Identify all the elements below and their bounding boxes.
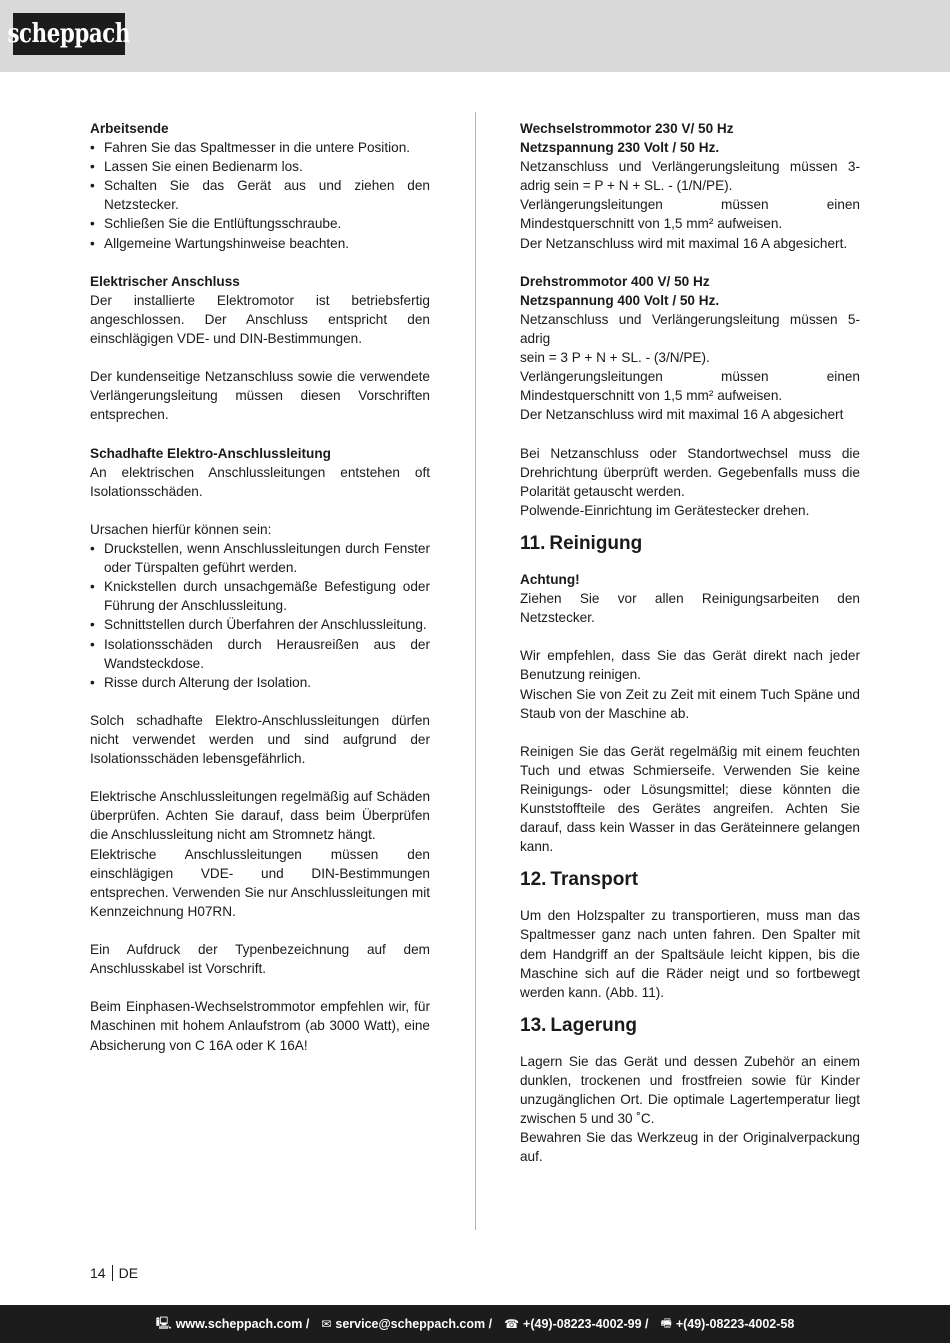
section-subheading-netzspannung-400: Netzspannung 400 Volt / 50 Hz.: [520, 292, 720, 308]
page-number-value: 14: [90, 1265, 106, 1281]
page-number-divider: [112, 1265, 113, 1281]
section-title-text: Reinigung: [549, 532, 643, 554]
arbeitsende-list: [90, 138, 430, 253]
list-item: • Schnittstellen durch Überfahren der Anschlussleitung.: [90, 615, 430, 634]
page-number: [90, 1264, 138, 1282]
section-heading-anschluss: Elektrischer Anschluss: [90, 273, 240, 289]
paragraph: Reinigen Sie das Gerät regelmäßig mit einem feuchten Tuch und etwas Schmierseife. Verwenden Sie keine Reinigungs- oder Lösungsmittel; diese könnten die Kunststoffteile des Gerätes angreifen. Achten Sie darauf, dass kein Wasser in das Geräteinnere gelangen kann.: [520, 743, 860, 855]
section-heading-drehstrom: Drehstrommotor 400 V/ 50 Hz: [520, 273, 710, 289]
list-item: • Risse durch Alterung der Isolation.: [90, 673, 430, 692]
footer-fax: +(49)-08223-4002-58: [675, 1317, 795, 1331]
footer-email[interactable]: service@scheppach.com /: [335, 1317, 493, 1331]
left-column: [90, 119, 430, 1055]
list-item: • Lassen Sie einen Bedienarm los.: [90, 157, 430, 176]
page-footer: [0, 1305, 950, 1343]
paragraph: Lagern Sie das Gerät und dessen Zubehör an einem dunklen, trockenen und frostfreien sowie für Kinder unzugänglichen Ort. Die optimale Lagertemperatur liegt zwischen 5 und 30 ˚C.: [520, 1053, 860, 1127]
paragraph: Beim Einphasen-Wechselstrommotor empfehlen wir, für Maschinen mit hohem Anlaufstrom (ab 3000 Watt), eine Absicherung von C 16A oder K 16A!: [90, 999, 430, 1053]
paragraph: Der kundenseitige Netzanschluss sowie die verwendete Verlängerungsleitung müssen diesen Vorschriften entsprechen.: [90, 369, 430, 423]
paragraph: Verlängerungsleitungen müssen einen Mindestquerschnitt von 1,5 mm² aufweisen.: [520, 197, 860, 232]
paragraph: Elektrische Anschlussleitungen regelmäßig auf Schäden überprüfen. Achten Sie darauf, dass beim Überprüfen die Anschlussleitung nicht am Stromnetz hängt.: [90, 789, 430, 843]
footer-phone: +(49)-08223-4002-99 /: [523, 1317, 649, 1331]
paragraph: Netzanschluss und Verlängerungsleitung müssen 3-adrig sein = P + N + SL. - (1/N/PE).: [520, 159, 860, 194]
paragraph: Ursachen hierfür können sein:: [90, 521, 272, 537]
paragraph: Um den Holzspalter zu transportieren, muss man das Spaltmesser ganz nach unten fahren. Den Spalter mit dem Handgriff an der Spaltsäule leicht kippen, bis die Maschine sich auf die Räder neigt und so fortbewegt werden kann. (Abb. 11).: [520, 908, 860, 1000]
paragraph: Der installierte Elektromotor ist betriebsfertig angeschlossen. Der Anschluss entspricht den einschlägigen VDE- und DIN-Bestimmungen.: [90, 292, 430, 347]
brand-logo: [7, 13, 131, 55]
section-title-lagerung: [520, 1014, 860, 1038]
paragraph: Der Netzanschluss wird mit maximal 16 A abgesichert.: [520, 235, 848, 251]
paragraph: sein = 3 P + N + SL. - (3/N/PE).: [520, 350, 710, 366]
section-title-text: Transport: [550, 869, 639, 891]
section-heading-wechselstrom: Wechselstrommotor 230 V/ 50 Hz: [520, 121, 734, 136]
page-language: DE: [118, 1265, 139, 1281]
page-header: [0, 0, 950, 72]
list-item: • Isolationsschäden durch Herausreißen aus der Wandsteckdose.: [90, 635, 430, 673]
column-divider: [475, 112, 476, 1230]
section-heading-arbeitsende: Arbeitsende: [90, 121, 169, 136]
phone-icon: ☎: [504, 1317, 520, 1331]
brand-logo-text: scheppach: [7, 19, 131, 49]
section-number: 13.: [520, 1014, 547, 1036]
email-icon: ✉: [321, 1317, 332, 1331]
list-item: • Druckstellen, wenn Anschlussleitungen durch Fenster oder Türspalten geführt werden.: [90, 539, 430, 577]
section-subheading-netzspannung-230: Netzspannung 230 Volt / 50 Hz.: [520, 140, 720, 156]
paragraph: Polwende-Einrichtung im Gerätestecker drehen.: [520, 502, 810, 518]
paragraph: Ein Aufdruck der Typenbezeichnung auf dem Anschlusskabel ist Vorschrift.: [90, 942, 430, 977]
paragraph: An elektrischen Anschlussleitungen entstehen oft Isolationsschäden.: [90, 464, 430, 499]
section-heading-schadhaft: Schadhafte Elektro-Anschlussleitung: [90, 445, 331, 461]
paragraph: Ziehen Sie vor allen Reinigungsarbeiten den Netzstecker.: [520, 591, 860, 626]
section-title-text: Lagerung: [550, 1014, 637, 1036]
paragraph: Elektrische Anschlussleitungen müssen den einschlägigen VDE- und DIN-Bestimmungen entsprechen. Verwenden Sie nur Anschlussleitungen mit Kennzeichnung H07RN.: [90, 846, 430, 919]
list-item: • Schließen Sie die Entlüftungsschraube.: [90, 214, 430, 233]
list-item: • Fahren Sie das Spaltmesser in die untere Position.: [90, 138, 430, 157]
ursachen-list: [90, 539, 430, 692]
paragraph: Netzanschluss und Verlängerungsleitung müssen 5-adrig: [520, 311, 860, 347]
footer-website[interactable]: www.scheppach.com /: [175, 1317, 310, 1331]
list-item: • Schalten Sie das Gerät aus und ziehen den Netzstecker.: [90, 176, 430, 214]
computer-icon: 🖳: [155, 1315, 172, 1330]
paragraph: Der Netzanschluss wird mit maximal 16 A abgesichert: [520, 407, 844, 423]
section-title-reinigung: [520, 532, 860, 556]
section-number: 12.: [520, 869, 547, 891]
section-title-transport: [520, 868, 860, 892]
paragraph: Solch schadhafte Elektro-Anschlussleitungen dürfen nicht verwendet werden und sind aufgrund der Isolationsschäden lebensgefährlich.: [90, 712, 430, 767]
paragraph: Wir empfehlen, dass Sie das Gerät direkt nach jeder Benutzung reinigen.: [520, 648, 860, 683]
paragraph: Wischen Sie von Zeit zu Zeit mit einem Tuch Späne und Staub von der Maschine ab.: [520, 686, 860, 721]
fax-icon: 🖷: [660, 1315, 672, 1330]
paragraph: Verlängerungsleitungen müssen einen Mindestquerschnitt von 1,5 mm² aufweisen.: [520, 369, 860, 404]
paragraph: Bewahren Sie das Werkzeug in der Originalverpackung auf.: [520, 1130, 860, 1165]
right-column: [520, 119, 860, 1166]
list-item: • Allgemeine Wartungshinweise beachten.: [90, 234, 430, 253]
paragraph: Bei Netzanschluss oder Standortwechsel muss die Drehrichtung überprüft werden. Gegebenfalls muss die Polarität getauscht werden.: [520, 445, 860, 499]
list-item: • Knickstellen durch unsachgemäße Befestigung oder Führung der Anschlussleitung.: [90, 577, 430, 615]
section-number: 11.: [520, 532, 546, 554]
warning-label: Achtung!: [520, 571, 580, 587]
